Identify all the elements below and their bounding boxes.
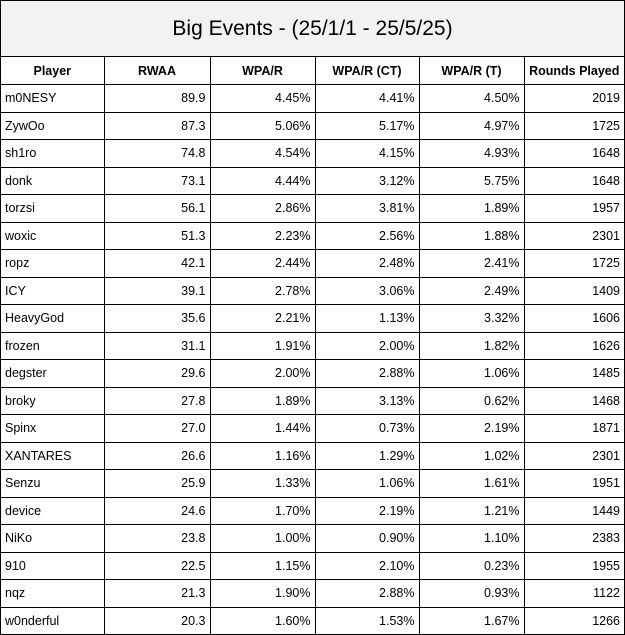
table-row: [1, 85, 624, 113]
wpa-r-ct-cell: 3.12%: [315, 167, 419, 195]
wpa-r-ct-cell: 2.10%: [315, 552, 419, 580]
table-row: [1, 387, 624, 415]
table-row: [1, 497, 624, 525]
wpa-r-t-cell: 5.75%: [419, 167, 524, 195]
player-cell: degster: [1, 360, 104, 388]
table-row: [1, 580, 624, 608]
rwaa-cell: 23.8: [104, 525, 210, 553]
column-header: WPA/R: [210, 57, 315, 85]
wpa-r-t-cell: 4.93%: [419, 140, 524, 168]
wpa-r-ct-cell: 4.41%: [315, 85, 419, 113]
rwaa-cell: 51.3: [104, 222, 210, 250]
rounds-played-cell: 1122: [524, 580, 624, 608]
wpa-r-t-cell: 1.67%: [419, 607, 524, 634]
wpa-r-cell: 1.00%: [210, 525, 315, 553]
wpa-r-cell: 1.91%: [210, 332, 315, 360]
rounds-played-cell: 1449: [524, 497, 624, 525]
rwaa-cell: 87.3: [104, 112, 210, 140]
wpa-r-ct-cell: 2.88%: [315, 580, 419, 608]
player-cell: ICY: [1, 277, 104, 305]
column-header: WPA/R (T): [419, 57, 524, 85]
rounds-played-cell: 1951: [524, 470, 624, 498]
table-row: [1, 552, 624, 580]
table-row: [1, 167, 624, 195]
wpa-r-t-cell: 0.93%: [419, 580, 524, 608]
wpa-r-ct-cell: 3.81%: [315, 195, 419, 223]
rounds-played-cell: 1725: [524, 250, 624, 278]
wpa-r-t-cell: 0.23%: [419, 552, 524, 580]
player-cell: 910: [1, 552, 104, 580]
wpa-r-cell: 1.89%: [210, 387, 315, 415]
player-cell: Spinx: [1, 415, 104, 443]
rwaa-cell: 27.0: [104, 415, 210, 443]
rounds-played-cell: 1409: [524, 277, 624, 305]
wpa-r-ct-cell: 2.88%: [315, 360, 419, 388]
rounds-played-cell: 1468: [524, 387, 624, 415]
rwaa-cell: 25.9: [104, 470, 210, 498]
rounds-played-cell: 1485: [524, 360, 624, 388]
wpa-r-t-cell: 1.10%: [419, 525, 524, 553]
rwaa-cell: 29.6: [104, 360, 210, 388]
wpa-r-t-cell: 1.06%: [419, 360, 524, 388]
wpa-r-cell: 4.54%: [210, 140, 315, 168]
wpa-r-cell: 2.86%: [210, 195, 315, 223]
wpa-r-ct-cell: 3.06%: [315, 277, 419, 305]
wpa-r-ct-cell: 0.73%: [315, 415, 419, 443]
table-row: [1, 305, 624, 333]
wpa-r-t-cell: 4.50%: [419, 85, 524, 113]
column-header: WPA/R (CT): [315, 57, 419, 85]
rounds-played-cell: 1955: [524, 552, 624, 580]
wpa-r-ct-cell: 3.13%: [315, 387, 419, 415]
wpa-r-t-cell: 1.21%: [419, 497, 524, 525]
column-header: RWAA: [104, 57, 210, 85]
rounds-played-cell: 1648: [524, 167, 624, 195]
player-cell: frozen: [1, 332, 104, 360]
table-row: [1, 470, 624, 498]
wpa-r-t-cell: 0.62%: [419, 387, 524, 415]
player-cell: device: [1, 497, 104, 525]
wpa-r-t-cell: 2.41%: [419, 250, 524, 278]
player-cell: ropz: [1, 250, 104, 278]
rounds-played-cell: 1648: [524, 140, 624, 168]
player-cell: NiKo: [1, 525, 104, 553]
rounds-played-cell: 2383: [524, 525, 624, 553]
wpa-r-cell: 1.33%: [210, 470, 315, 498]
wpa-r-ct-cell: 1.53%: [315, 607, 419, 634]
wpa-r-cell: 1.16%: [210, 442, 315, 470]
rwaa-cell: 20.3: [104, 607, 210, 634]
wpa-r-t-cell: 1.02%: [419, 442, 524, 470]
rwaa-cell: 27.8: [104, 387, 210, 415]
wpa-r-cell: 2.00%: [210, 360, 315, 388]
wpa-r-ct-cell: 4.15%: [315, 140, 419, 168]
table-row: [1, 140, 624, 168]
player-cell: Senzu: [1, 470, 104, 498]
rwaa-cell: 42.1: [104, 250, 210, 278]
wpa-r-t-cell: 2.49%: [419, 277, 524, 305]
player-cell: woxic: [1, 222, 104, 250]
player-cell: HeavyGod: [1, 305, 104, 333]
player-cell: donk: [1, 167, 104, 195]
wpa-r-ct-cell: 1.06%: [315, 470, 419, 498]
rounds-played-cell: 1725: [524, 112, 624, 140]
player-cell: m0NESY: [1, 85, 104, 113]
table-row: [1, 332, 624, 360]
wpa-r-cell: 2.23%: [210, 222, 315, 250]
wpa-r-cell: 1.70%: [210, 497, 315, 525]
rwaa-cell: 56.1: [104, 195, 210, 223]
wpa-r-t-cell: 1.88%: [419, 222, 524, 250]
player-cell: broky: [1, 387, 104, 415]
table-row: [1, 360, 624, 388]
column-header: Player: [1, 57, 104, 85]
player-cell: ZywOo: [1, 112, 104, 140]
player-cell: nqz: [1, 580, 104, 608]
wpa-r-cell: 1.15%: [210, 552, 315, 580]
wpa-r-cell: 1.60%: [210, 607, 315, 634]
rwaa-cell: 74.8: [104, 140, 210, 168]
wpa-r-ct-cell: 1.29%: [315, 442, 419, 470]
rounds-played-cell: 1871: [524, 415, 624, 443]
table-title: Big Events - (25/1/1 - 25/5/25): [1, 1, 624, 57]
table-row: [1, 222, 624, 250]
wpa-r-t-cell: 1.61%: [419, 470, 524, 498]
table-row: [1, 277, 624, 305]
wpa-r-t-cell: 2.19%: [419, 415, 524, 443]
wpa-r-cell: 2.44%: [210, 250, 315, 278]
stats-table: [1, 57, 624, 634]
table-row: [1, 442, 624, 470]
rwaa-cell: 35.6: [104, 305, 210, 333]
wpa-r-t-cell: 1.82%: [419, 332, 524, 360]
wpa-r-t-cell: 4.97%: [419, 112, 524, 140]
player-cell: torzsi: [1, 195, 104, 223]
table-row: [1, 195, 624, 223]
wpa-r-cell: 2.78%: [210, 277, 315, 305]
wpa-r-ct-cell: 2.56%: [315, 222, 419, 250]
rounds-played-cell: 1957: [524, 195, 624, 223]
table-row: [1, 415, 624, 443]
wpa-r-ct-cell: 1.13%: [315, 305, 419, 333]
table-row: [1, 250, 624, 278]
column-header: Rounds Played: [524, 57, 624, 85]
wpa-r-cell: 4.45%: [210, 85, 315, 113]
table-row: [1, 607, 624, 634]
wpa-r-ct-cell: 2.19%: [315, 497, 419, 525]
wpa-r-ct-cell: 2.48%: [315, 250, 419, 278]
rwaa-cell: 22.5: [104, 552, 210, 580]
rwaa-cell: 31.1: [104, 332, 210, 360]
wpa-r-ct-cell: 2.00%: [315, 332, 419, 360]
rounds-played-cell: 2301: [524, 442, 624, 470]
wpa-r-ct-cell: 5.17%: [315, 112, 419, 140]
wpa-r-cell: 1.44%: [210, 415, 315, 443]
table-row: [1, 525, 624, 553]
rwaa-cell: 21.3: [104, 580, 210, 608]
player-cell: XANTARES: [1, 442, 104, 470]
rwaa-cell: 26.6: [104, 442, 210, 470]
player-cell: sh1ro: [1, 140, 104, 168]
rounds-played-cell: 1266: [524, 607, 624, 634]
wpa-r-cell: 5.06%: [210, 112, 315, 140]
header-row: [1, 57, 624, 85]
rwaa-cell: 39.1: [104, 277, 210, 305]
table-row: [1, 112, 624, 140]
wpa-r-cell: 4.44%: [210, 167, 315, 195]
wpa-r-t-cell: 3.32%: [419, 305, 524, 333]
wpa-r-cell: 1.90%: [210, 580, 315, 608]
rounds-played-cell: 1626: [524, 332, 624, 360]
wpa-r-cell: 2.21%: [210, 305, 315, 333]
rounds-played-cell: 2301: [524, 222, 624, 250]
player-cell: w0nderful: [1, 607, 104, 634]
rounds-played-cell: 2019: [524, 85, 624, 113]
wpa-r-ct-cell: 0.90%: [315, 525, 419, 553]
rwaa-cell: 73.1: [104, 167, 210, 195]
rwaa-cell: 24.6: [104, 497, 210, 525]
wpa-r-t-cell: 1.89%: [419, 195, 524, 223]
rwaa-cell: 89.9: [104, 85, 210, 113]
rounds-played-cell: 1606: [524, 305, 624, 333]
